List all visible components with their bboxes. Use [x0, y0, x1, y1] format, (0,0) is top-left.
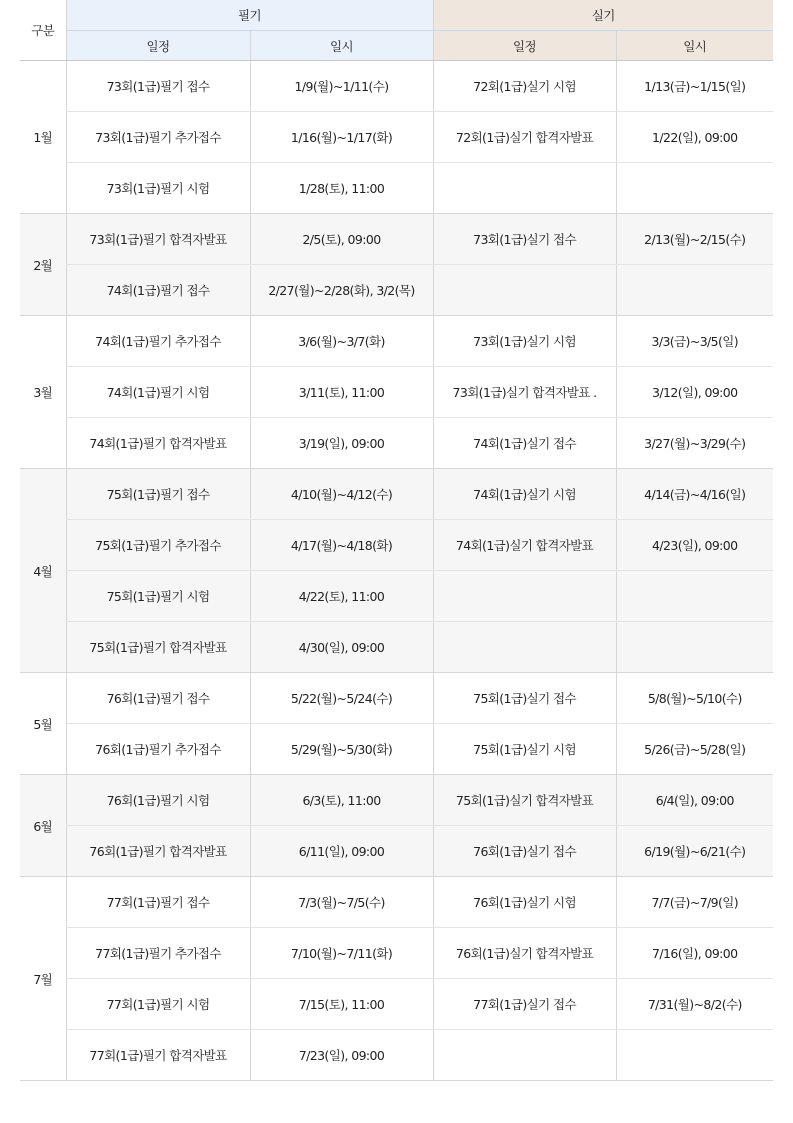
practical-schedule-cell	[433, 622, 616, 673]
table-row	[20, 469, 773, 520]
practical-schedule-cell: 76회(1급)실기 시험	[433, 877, 616, 928]
month-label: 7월	[20, 877, 66, 1081]
table-row	[20, 622, 773, 673]
written-schedule-cell: 73회(1급)필기 추가접수	[66, 112, 250, 163]
written-schedule-cell: 75회(1급)필기 접수	[66, 469, 250, 520]
written-schedule-cell: 77회(1급)필기 시험	[66, 979, 250, 1030]
table-row	[20, 316, 773, 367]
written-date-cell: 4/10(월)~4/12(수)	[250, 469, 433, 520]
header-practical-date: 일시	[616, 31, 773, 61]
written-date-cell: 2/27(월)~2/28(화), 3/2(목)	[250, 265, 433, 316]
written-schedule-cell: 73회(1급)필기 합격자발표	[66, 214, 250, 265]
header-written-schedule: 일정	[66, 31, 250, 61]
table-row	[20, 61, 773, 112]
header-practical-schedule: 일정	[433, 31, 616, 61]
practical-date-cell	[616, 571, 773, 622]
practical-schedule-cell: 73회(1급)실기 접수	[433, 214, 616, 265]
written-date-cell: 5/22(월)~5/24(수)	[250, 673, 433, 724]
practical-schedule-cell: 76회(1급)실기 합격자발표	[433, 928, 616, 979]
header-practical: 실기	[433, 0, 773, 31]
written-date-cell: 7/15(토), 11:00	[250, 979, 433, 1030]
practical-schedule-cell: 72회(1급)실기 시험	[433, 61, 616, 112]
written-schedule-cell: 76회(1급)필기 합격자발표	[66, 826, 250, 877]
practical-date-cell: 1/22(일), 09:00	[616, 112, 773, 163]
practical-schedule-cell	[433, 265, 616, 316]
table-row	[20, 520, 773, 571]
written-date-cell: 6/3(토), 11:00	[250, 775, 433, 826]
month-label: 6월	[20, 775, 66, 877]
table-row	[20, 724, 773, 775]
exam-schedule-table	[20, 0, 773, 1081]
written-schedule-cell: 74회(1급)필기 추가접수	[66, 316, 250, 367]
header-sub-row	[20, 31, 773, 61]
practical-date-cell: 1/13(금)~1/15(일)	[616, 61, 773, 112]
written-date-cell: 5/29(월)~5/30(화)	[250, 724, 433, 775]
header-written-date: 일시	[250, 31, 433, 61]
practical-date-cell	[616, 622, 773, 673]
header-written: 필기	[66, 0, 433, 31]
written-date-cell: 7/3(월)~7/5(수)	[250, 877, 433, 928]
practical-date-cell: 2/13(월)~2/15(수)	[616, 214, 773, 265]
practical-date-cell	[616, 1030, 773, 1081]
written-date-cell: 2/5(토), 09:00	[250, 214, 433, 265]
practical-schedule-cell: 73회(1급)실기 시험	[433, 316, 616, 367]
table-row	[20, 163, 773, 214]
practical-schedule-cell: 74회(1급)실기 시험	[433, 469, 616, 520]
table-row	[20, 826, 773, 877]
written-schedule-cell: 76회(1급)필기 접수	[66, 673, 250, 724]
written-schedule-cell: 77회(1급)필기 합격자발표	[66, 1030, 250, 1081]
practical-date-cell: 7/31(월)~8/2(수)	[616, 979, 773, 1030]
written-schedule-cell: 76회(1급)필기 추가접수	[66, 724, 250, 775]
practical-date-cell: 7/7(금)~7/9(일)	[616, 877, 773, 928]
header-group-row	[20, 0, 773, 31]
written-schedule-cell: 77회(1급)필기 접수	[66, 877, 250, 928]
table-row	[20, 1030, 773, 1081]
table-row	[20, 112, 773, 163]
practical-schedule-cell: 74회(1급)실기 접수	[433, 418, 616, 469]
header-gubun: 구분	[20, 0, 66, 61]
written-schedule-cell: 75회(1급)필기 시험	[66, 571, 250, 622]
written-date-cell: 3/19(일), 09:00	[250, 418, 433, 469]
written-schedule-cell: 74회(1급)필기 접수	[66, 265, 250, 316]
practical-date-cell: 5/26(금)~5/28(일)	[616, 724, 773, 775]
practical-schedule-cell: 73회(1급)실기 합격자발표 .	[433, 367, 616, 418]
practical-schedule-cell	[433, 1030, 616, 1081]
practical-schedule-cell: 76회(1급)실기 접수	[433, 826, 616, 877]
written-date-cell: 6/11(일), 09:00	[250, 826, 433, 877]
practical-date-cell	[616, 265, 773, 316]
table-row	[20, 367, 773, 418]
practical-schedule-cell	[433, 163, 616, 214]
month-label: 2월	[20, 214, 66, 316]
practical-date-cell: 3/3(금)~3/5(일)	[616, 316, 773, 367]
practical-date-cell	[616, 163, 773, 214]
table-row	[20, 418, 773, 469]
written-schedule-cell: 76회(1급)필기 시험	[66, 775, 250, 826]
practical-date-cell: 6/4(일), 09:00	[616, 775, 773, 826]
practical-date-cell: 4/23(일), 09:00	[616, 520, 773, 571]
practical-date-cell: 7/16(일), 09:00	[616, 928, 773, 979]
month-label: 1월	[20, 61, 66, 214]
practical-schedule-cell: 75회(1급)실기 시험	[433, 724, 616, 775]
table-header	[20, 0, 773, 61]
practical-date-cell: 3/27(월)~3/29(수)	[616, 418, 773, 469]
practical-date-cell: 6/19(월)~6/21(수)	[616, 826, 773, 877]
practical-schedule-cell: 75회(1급)실기 합격자발표	[433, 775, 616, 826]
written-schedule-cell: 77회(1급)필기 추가접수	[66, 928, 250, 979]
written-date-cell: 4/22(토), 11:00	[250, 571, 433, 622]
month-label: 3월	[20, 316, 66, 469]
written-date-cell: 3/11(토), 11:00	[250, 367, 433, 418]
table-row	[20, 979, 773, 1030]
practical-schedule-cell: 75회(1급)실기 접수	[433, 673, 616, 724]
written-date-cell: 7/23(일), 09:00	[250, 1030, 433, 1081]
written-schedule-cell: 74회(1급)필기 합격자발표	[66, 418, 250, 469]
written-schedule-cell: 73회(1급)필기 접수	[66, 61, 250, 112]
written-date-cell: 1/28(토), 11:00	[250, 163, 433, 214]
written-schedule-cell: 75회(1급)필기 추가접수	[66, 520, 250, 571]
written-date-cell: 4/17(월)~4/18(화)	[250, 520, 433, 571]
practical-date-cell: 4/14(금)~4/16(일)	[616, 469, 773, 520]
table-row	[20, 265, 773, 316]
table-row	[20, 673, 773, 724]
table-row	[20, 877, 773, 928]
practical-schedule-cell: 72회(1급)실기 합격자발표	[433, 112, 616, 163]
written-schedule-cell: 73회(1급)필기 시험	[66, 163, 250, 214]
practical-schedule-cell: 74회(1급)실기 합격자발표	[433, 520, 616, 571]
table-body	[20, 61, 773, 1081]
practical-date-cell: 3/12(일), 09:00	[616, 367, 773, 418]
table-row	[20, 571, 773, 622]
practical-schedule-cell: 77회(1급)실기 접수	[433, 979, 616, 1030]
written-date-cell: 1/9(월)~1/11(수)	[250, 61, 433, 112]
written-date-cell: 1/16(월)~1/17(화)	[250, 112, 433, 163]
table-row	[20, 214, 773, 265]
written-schedule-cell: 75회(1급)필기 합격자발표	[66, 622, 250, 673]
month-label: 4월	[20, 469, 66, 673]
written-date-cell: 7/10(월)~7/11(화)	[250, 928, 433, 979]
table-row	[20, 775, 773, 826]
written-date-cell: 4/30(일), 09:00	[250, 622, 433, 673]
written-date-cell: 3/6(월)~3/7(화)	[250, 316, 433, 367]
practical-schedule-cell	[433, 571, 616, 622]
practical-date-cell: 5/8(월)~5/10(수)	[616, 673, 773, 724]
written-schedule-cell: 74회(1급)필기 시험	[66, 367, 250, 418]
month-label: 5월	[20, 673, 66, 775]
table-row	[20, 928, 773, 979]
